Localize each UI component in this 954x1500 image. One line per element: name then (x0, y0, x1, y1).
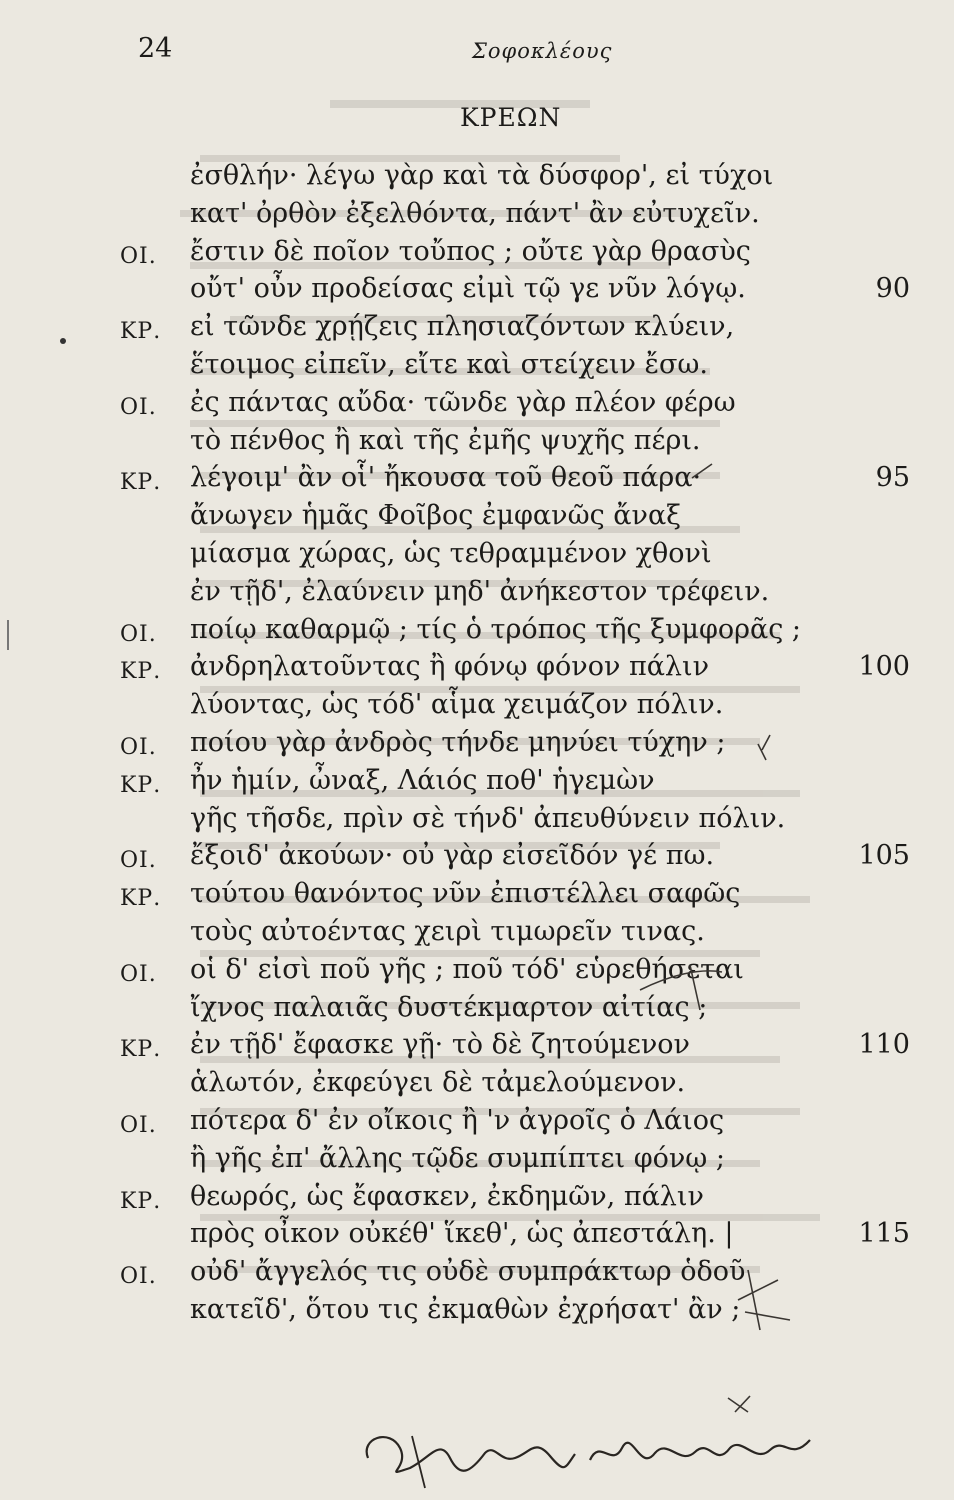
verse-text: τοὺς αὐτοέντας χειρὶ τιμωρεῖν τινας. (190, 916, 705, 947)
verse-text: ἐσθλήν· λέγω γὰρ καὶ τὰ δύσφορ', εἰ τύχοι (190, 160, 774, 191)
verse-text: λέγοιμ' ἂν οἷ' ἤκουσα τοῦ θεοῦ πάρα· (190, 462, 702, 493)
verse-text: ἐν τῇδ' ἔφασκε γῇ· τὸ δὲ ζητούμενον (190, 1029, 690, 1060)
verse-text: ἁλωτόν, ἐκφεύγει δὲ τἀμελούμενον. (190, 1067, 686, 1098)
verse-line (0, 462, 954, 502)
verse-line (0, 576, 954, 616)
verse-line (0, 538, 954, 578)
speaker-label: ΚΡ. (120, 659, 162, 684)
verse-text: ἕτοιμος εἰπεῖν, εἴτε καὶ στείχειν ἔσω. (190, 349, 708, 380)
verse-text: τούτου θανόντος νῦν ἐπιστέλλει σαφῶς (190, 878, 741, 909)
verse-text: ἄνωγεν ἡμᾶς Φοῖβος ἐμφανῶς ἄναξ (190, 500, 682, 531)
verse-line (0, 614, 954, 654)
verse-line (0, 1143, 954, 1183)
verse-line (0, 1181, 954, 1221)
line-number: 115 (858, 1218, 910, 1249)
verse-line (0, 916, 954, 956)
verse-text: λύοντας, ὡς τόδ' αἷμα χειμάζον πόλιν. (190, 689, 724, 720)
verse-text: τὸ πένθος ἢ καὶ τῆς ἐμῆς ψυχῆς πέρι. (190, 425, 701, 456)
verse-line (0, 1218, 954, 1258)
verse-text: ἔστιν δὲ ποῖον τοὔπος ; οὔτε γὰρ θρασὺς (190, 236, 751, 267)
verse-line (0, 500, 954, 540)
speaker-label: ΟΙ. (120, 962, 157, 987)
verse-text: ἦν ἡμίν, ὦναξ, Λάιός ποθ' ἡγεμὼν (190, 765, 655, 796)
verse-text: ἀνδρηλατοῦντας ἢ φόνῳ φόνον πάλιν (190, 651, 710, 682)
verse-text: μίασμα χώρας, ὡς τεθραμμένον χθονὶ (190, 538, 712, 569)
verse-text: οἱ δ' εἰσὶ ποῦ γῆς ; ποῦ τόδ' εὑρεθήσεται (190, 954, 744, 985)
verse-text: θεωρός, ὡς ἔφασκεν, ἐκδημῶν, πάλιν (190, 1181, 704, 1212)
speaker-label: ΟΙ. (120, 395, 157, 420)
verse-line (0, 727, 954, 767)
verse-text: οὔτ' οὖν προδείσας εἰμὶ τῷ γε νῦν λόγῳ. (190, 273, 746, 304)
speaker-label: ΟΙ. (120, 244, 157, 269)
verse-line (0, 160, 954, 200)
verse-line (0, 689, 954, 729)
line-number: 95 (875, 462, 910, 493)
speaker-label: ΟΙ. (120, 1264, 157, 1289)
speaker-heading: ΚΡΕΩΝ (460, 103, 562, 132)
verse-line (0, 992, 954, 1032)
verse-line (0, 349, 954, 389)
verse-text: πότερα δ' ἐν οἴκοις ἢ 'ν ἀγροῖς ὁ Λάιος (190, 1105, 725, 1136)
verse-text: ποίου γὰρ ἀνδρὸς τήνδε μηνύει τύχην ; (190, 727, 726, 758)
handwritten-signature (350, 1418, 820, 1498)
verse-text: γῆς τῆσδε, πρὶν σὲ τήνδ' ἀπευθύνειν πόλιν. (190, 803, 786, 834)
line-number: 110 (858, 1029, 910, 1060)
verse-line (0, 840, 954, 880)
speaker-label: ΚΡ. (120, 1037, 162, 1062)
verse-line (0, 803, 954, 843)
verse-line (0, 1067, 954, 1107)
verse-line (0, 236, 954, 276)
line-number: 105 (858, 840, 910, 871)
verse-line (0, 651, 954, 691)
verse-text: ἐν τῇδ', ἐλαύνειν μηδ' ἀνήκεστον τρέφειν. (190, 576, 770, 607)
verse-line (0, 765, 954, 805)
verse-line (0, 273, 954, 313)
verse-text: κατ' ὀρθὸν ἐξελθόντα, πάντ' ἂν εὐτυχεῖν. (190, 198, 760, 229)
verse-line (0, 311, 954, 351)
line-number: 90 (875, 273, 910, 304)
verse-text: ἔξοιδ' ἀκούων· οὐ γὰρ εἰσεῖδόν γέ πω. (190, 840, 715, 871)
verse-line (0, 387, 954, 427)
verse-line (0, 198, 954, 238)
speaker-label: ΟΙ. (120, 848, 157, 873)
verse-text: ποίῳ καθαρμῷ ; τίς ὁ τρόπος τῆς ξυμφορᾶς ; (190, 614, 802, 645)
verse-text: ἐς πάντας αὔδα· τῶνδε γὰρ πλέον φέρω (190, 387, 736, 418)
speaker-label: ΟΙ. (120, 622, 157, 647)
speaker-label: ΚΡ. (120, 773, 162, 798)
speaker-label: ΚΡ. (120, 1189, 162, 1214)
verse-text: ἴχνος παλαιᾶς δυστέκμαρτον αἰτίας ; (190, 992, 708, 1023)
page-number: 24 (138, 33, 173, 64)
verse-line (0, 878, 954, 918)
verse-line (0, 1029, 954, 1069)
running-title: Σοφοκλέους (472, 39, 613, 63)
verse-line (0, 425, 954, 465)
verse-text: κατεῖδ', ὅτου τις ἐκμαθὼν ἐχρήσατ' ἂν ; (190, 1294, 741, 1325)
verse-text: εἰ τῶνδε χρῄζεις πλησιαζόντων κλύειν, (190, 311, 735, 342)
speaker-label: ΚΡ. (120, 319, 162, 344)
speaker-label: ΚΡ. (120, 886, 162, 911)
verse-line (0, 1105, 954, 1145)
verse-line (0, 954, 954, 994)
verse-text: πρὸς οἶκον οὐκέθ' ἵκεθ', ὡς ἀπεστάλη. | (190, 1218, 734, 1249)
speaker-label: ΟΙ. (120, 1113, 157, 1138)
verse-text: ἢ γῆς ἐπ' ἄλλης τῷδε συμπίπτει φόνῳ ; (190, 1143, 725, 1174)
speaker-label: ΟΙ. (120, 735, 157, 760)
line-number: 100 (858, 651, 910, 682)
speaker-label: ΚΡ. (120, 470, 162, 495)
verse-text: οὐδ' ἄγγελός τις οὐδὲ συμπράκτωρ ὁδοῦ (190, 1256, 746, 1287)
verse-line (0, 1256, 954, 1296)
verse-line (0, 1294, 954, 1334)
